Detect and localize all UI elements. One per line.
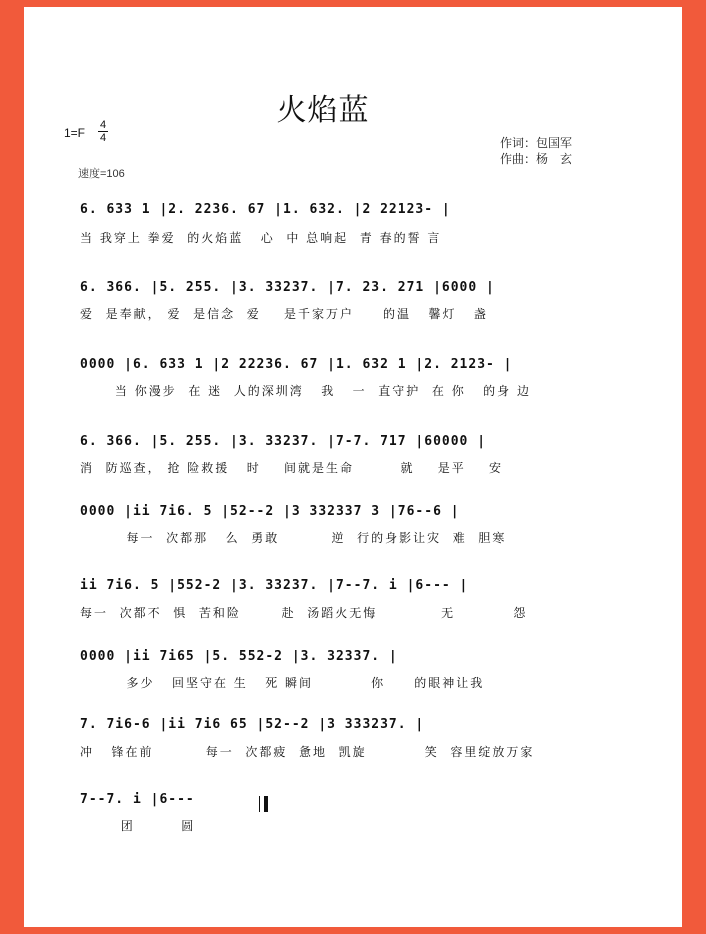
- lyrics-line: 消 防巡查， 抢 险救援 时 间就是生命 就 是平 安: [80, 461, 503, 475]
- meter-bottom: 4: [99, 132, 107, 144]
- lyrics-line: 冲 锋在前 每一 次都疲 惫地 凯旋 笑 容里绽放万家: [80, 745, 535, 759]
- notation-line: 6. 633 1 |2. 2236. 67 |1. 632. |2 22123- |: [80, 202, 451, 217]
- notation-line: 7. 7i6-6 |ii 7i6 65 |52--2 |3 333237. |: [80, 717, 425, 732]
- sheet-page: [24, 7, 682, 927]
- meter-top: 4: [99, 119, 107, 131]
- lyrics-line: 每一 次都那 么 勇敢 逆 行的身影让灾 难 胆寒: [80, 531, 507, 545]
- tempo-marking: 速度=106: [78, 168, 125, 180]
- notation-line: 0000 |ii 7i6. 5 |52--2 |3 332337 3 |76--6 |: [80, 504, 460, 519]
- credits: [500, 135, 572, 167]
- lyrics-line: 多少 回坚守在 生 死 瞬间 你 的眼神让我: [80, 676, 485, 690]
- composer-credit: 作曲：杨 玄: [500, 152, 573, 166]
- notation-line: 6. 366. |5. 255. |3. 33237. |7. 23. 271 |6000 |: [80, 280, 495, 295]
- lyrics-line: 当 你漫步 在 迷 人的深圳湾 我 一 直守护 在 你 的身 边: [80, 384, 531, 398]
- lyrics-line: 团 圆: [80, 819, 196, 833]
- notation-line: ii 7i6. 5 |552-2 |3. 33237. |7--7. i |6--- |: [80, 578, 469, 593]
- final-barline-thin: [259, 796, 260, 812]
- notation-line: 7--7. i |6---: [80, 792, 195, 807]
- song-title: 火焰蓝: [276, 93, 370, 128]
- notation-line: 0000 |6. 633 1 |2 22236. 67 |1. 632 1 |2. 2123- |: [80, 357, 513, 372]
- lyrics-line: 每一 次都不 惧 苦和险 赴 汤蹈火无悔 无 怨: [80, 606, 528, 620]
- lyrics-line: 爱 是奉献， 爱 是信念 爱 是千家万户 的温 馨灯 盏: [80, 307, 488, 321]
- lyrics-line: 当 我穿上 拳爱 的火焰蓝 心 中 总响起 青 春的誓 言: [80, 231, 442, 245]
- lyricist-credit: 作词：包国军: [500, 136, 573, 150]
- notation-line: 0000 |ii 7i65 |5. 552-2 |3. 32337. |: [80, 649, 398, 664]
- final-barline-thick: [264, 796, 268, 812]
- key-signature: 1=F: [64, 126, 86, 140]
- notation-line: 6. 366. |5. 255. |3. 33237. |7-7. 717 |60000 |: [80, 434, 487, 449]
- time-signature: [98, 119, 108, 144]
